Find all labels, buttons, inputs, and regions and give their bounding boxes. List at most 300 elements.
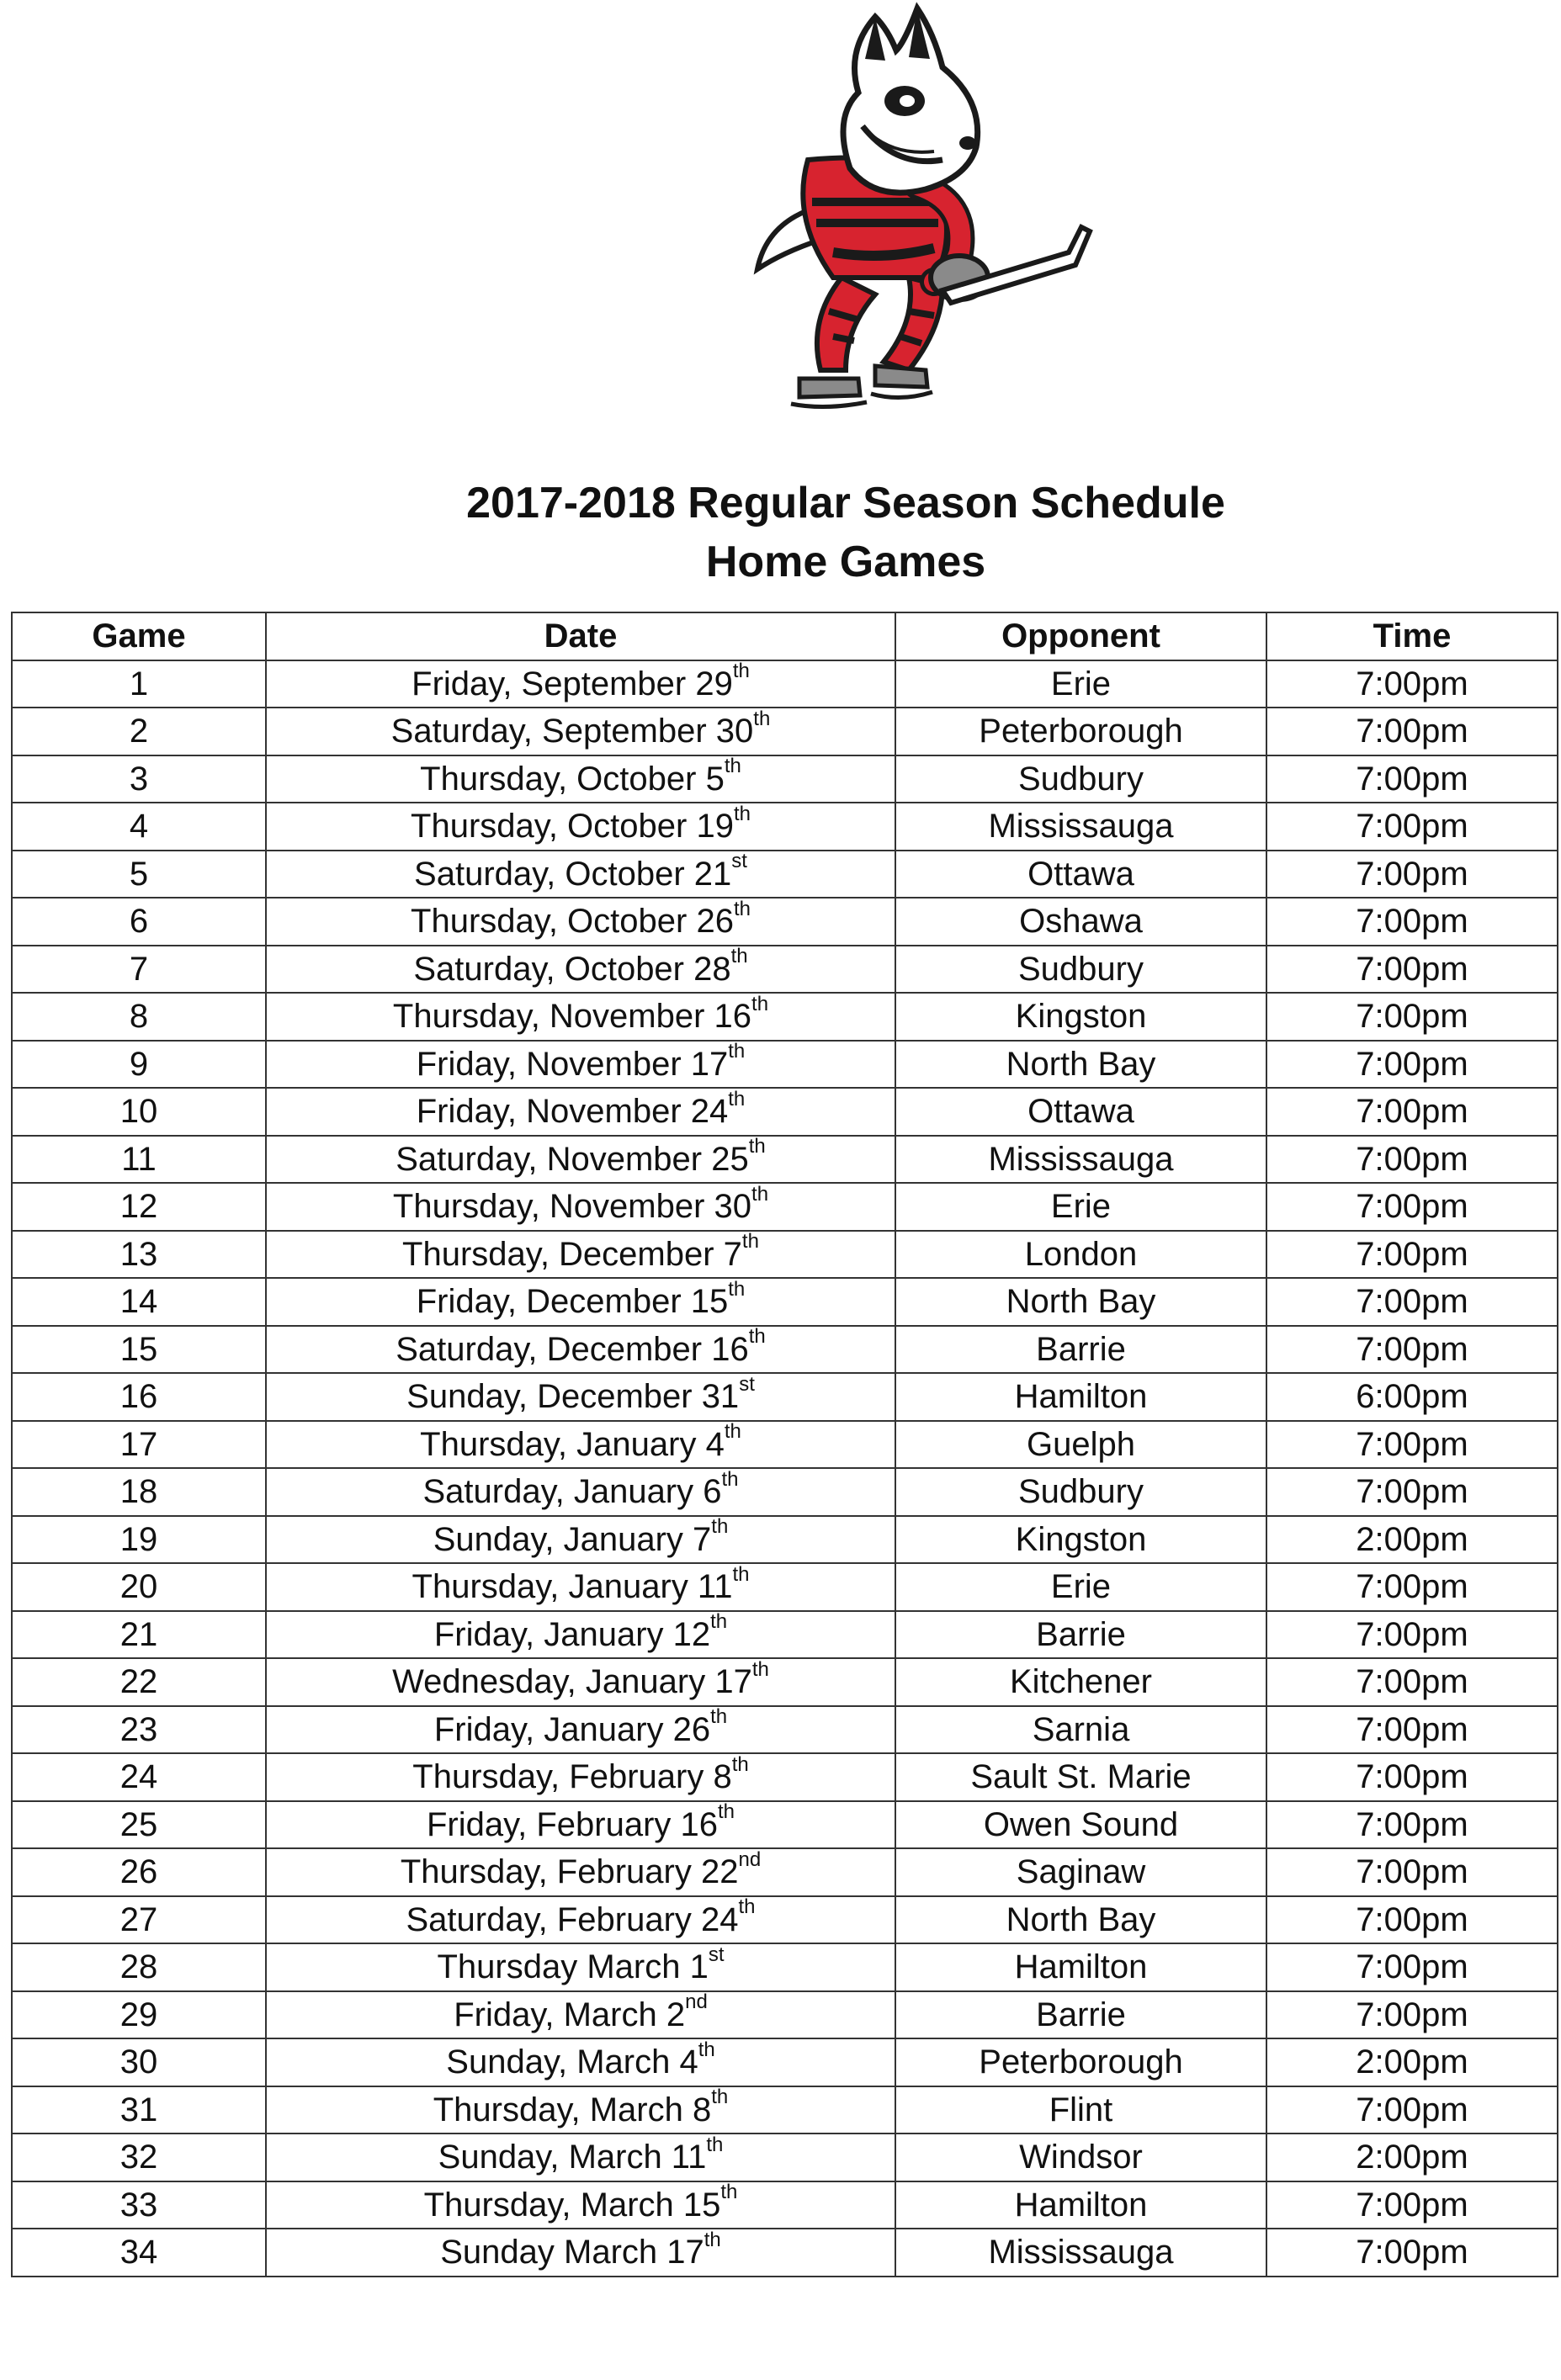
time-cell (1266, 993, 1558, 1041)
game-number-cell-text: 30 (119, 2043, 158, 2081)
opponent-cell (895, 898, 1266, 946)
time-cell (1266, 1563, 1558, 1611)
game-number-cell-text: 1 (129, 665, 149, 702)
date-cell-text: Thursday, January 11 (411, 1568, 733, 1606)
date-cell (266, 2038, 895, 2086)
time-cell-text: 7:00pm (1356, 1948, 1468, 1986)
table-row (12, 898, 1558, 946)
date-cell-text: Saturday, January 6 (422, 1473, 722, 1511)
table-row (12, 1706, 1558, 1754)
time-cell-text: 7:00pm (1356, 998, 1468, 1036)
time-cell-text: 7:00pm (1356, 2091, 1468, 2128)
date-cell-text: Friday, September 29 (411, 665, 733, 702)
date-ordinal-suffix: th (731, 1753, 749, 1776)
time-cell (1266, 2134, 1558, 2181)
game-number-cell (12, 1801, 266, 1849)
opponent-cell-text: Barrie (1036, 1996, 1126, 2033)
table-row (12, 1326, 1558, 1374)
date-cell-text: Sunday March 17 (440, 2234, 704, 2271)
opponent-cell-text: Hamilton (1014, 1948, 1148, 1986)
opponent-cell-text: Erie (1050, 1568, 1112, 1606)
table-row (12, 1848, 1558, 1896)
time-cell (1266, 1848, 1558, 1896)
game-number-cell (12, 1041, 266, 1089)
table-row (12, 1088, 1558, 1136)
time-cell (1266, 1373, 1558, 1421)
opponent-cell (895, 1183, 1266, 1231)
date-cell (266, 2086, 895, 2134)
table-header-row (12, 612, 1558, 660)
opponent-cell (895, 1373, 1266, 1421)
opponent-cell-text: Saginaw (1016, 1853, 1146, 1891)
opponent-cell-text: London (1024, 1235, 1138, 1273)
opponent-cell (895, 1088, 1266, 1136)
date-cell (266, 1658, 895, 1706)
date-ordinal-suffix: th (748, 1325, 766, 1349)
time-cell-text: 2:00pm (1356, 2043, 1468, 2081)
game-number-cell-text: 20 (119, 1568, 158, 1606)
time-cell (1266, 1516, 1558, 1564)
opponent-cell (895, 2134, 1266, 2181)
time-cell-text: 7:00pm (1356, 1996, 1468, 2033)
time-cell-text: 7:00pm (1356, 1710, 1468, 1748)
date-cell-text: Thursday, December 7 (402, 1235, 742, 1273)
time-cell-text: 7:00pm (1356, 855, 1468, 893)
date-ordinal-suffix: th (728, 1278, 746, 1301)
game-number-cell-text: 17 (119, 1425, 158, 1463)
table-row (12, 1563, 1558, 1611)
date-ordinal-suffix: th (724, 1420, 741, 1444)
opponent-cell-text: Flint (1049, 2091, 1113, 2128)
date-cell (266, 660, 895, 708)
opponent-cell (895, 1896, 1266, 1944)
date-ordinal-suffix: th (751, 1183, 769, 1206)
game-number-cell-text: 2 (129, 713, 149, 750)
date-ordinal-suffix: th (724, 755, 741, 778)
schedule-table (11, 612, 1558, 2277)
opponent-cell (895, 2086, 1266, 2134)
opponent-cell-text: Kingston (1015, 1520, 1147, 1558)
opponent-cell-text: Sault St. Marie (970, 1758, 1192, 1796)
game-number-cell (12, 1516, 266, 1564)
column-header-opponent: Opponent (895, 612, 1266, 660)
table-row (12, 660, 1558, 708)
column-header-date: Date (266, 612, 895, 660)
time-cell-text: 7:00pm (1356, 2186, 1468, 2224)
time-cell (1266, 660, 1558, 708)
date-ordinal-suffix: th (751, 1658, 769, 1681)
game-number-cell-text: 16 (119, 1378, 158, 1416)
date-cell-text: Thursday, October 5 (420, 760, 725, 798)
table-row (12, 1801, 1558, 1849)
opponent-cell (895, 1991, 1266, 2039)
opponent-cell-text: Guelph (1027, 1425, 1135, 1463)
time-cell (1266, 1278, 1558, 1326)
time-cell (1266, 1801, 1558, 1849)
table-row (12, 1373, 1558, 1421)
date-ordinal-suffix: th (721, 1468, 739, 1491)
game-number-cell-text: 23 (119, 1710, 158, 1748)
opponent-cell (895, 1706, 1266, 1754)
opponent-cell (895, 2229, 1266, 2277)
date-ordinal-suffix: th (733, 803, 751, 825)
time-cell (1266, 1136, 1558, 1184)
time-cell (1266, 1706, 1558, 1754)
time-cell (1266, 851, 1558, 898)
date-cell (266, 1801, 895, 1849)
date-cell-text: Thursday, January 4 (420, 1425, 725, 1463)
game-number-cell-text: 15 (119, 1330, 158, 1368)
date-cell (266, 1183, 895, 1231)
date-cell (266, 1991, 895, 2039)
opponent-cell-text: North Bay (1006, 1900, 1156, 1938)
date-ordinal-suffix: th (748, 1135, 766, 1158)
opponent-cell (895, 1801, 1266, 1849)
time-cell-text: 7:00pm (1356, 1045, 1468, 1083)
date-ordinal-suffix: th (733, 898, 751, 920)
opponent-cell (895, 1516, 1266, 1564)
table-row (12, 1183, 1558, 1231)
date-ordinal-suffix: st (731, 850, 747, 873)
date-cell (266, 851, 895, 898)
time-cell (1266, 1611, 1558, 1659)
table-row (12, 2086, 1558, 2134)
table-row (12, 2229, 1558, 2277)
date-cell (266, 1848, 895, 1896)
table-row (12, 2181, 1558, 2229)
table-row (12, 1136, 1558, 1184)
game-number-cell (12, 2038, 266, 2086)
date-cell (266, 1231, 895, 1279)
opponent-cell (895, 1563, 1266, 1611)
time-cell-text: 7:00pm (1356, 1093, 1468, 1131)
date-cell-text: Saturday, October 21 (414, 855, 732, 893)
time-cell-text: 7:00pm (1356, 903, 1468, 941)
table-row (12, 993, 1558, 1041)
game-number-cell-text: 19 (119, 1520, 158, 1558)
time-cell-text: 7:00pm (1356, 1283, 1468, 1321)
table-row (12, 1278, 1558, 1326)
time-cell (1266, 1468, 1558, 1516)
date-cell-text: Thursday, February 8 (412, 1758, 732, 1796)
opponent-cell-text: Erie (1050, 665, 1112, 702)
table-row (12, 1041, 1558, 1089)
date-cell-text: Friday, February 16 (426, 1805, 719, 1843)
game-number-cell-text: 31 (119, 2091, 158, 2128)
game-number-cell-text: 12 (119, 1188, 158, 1226)
date-ordinal-suffix: th (728, 1088, 746, 1110)
time-cell-text: 7:00pm (1356, 760, 1468, 798)
game-number-cell (12, 898, 266, 946)
time-cell-text: 7:00pm (1356, 1425, 1468, 1463)
time-cell (1266, 1231, 1558, 1279)
game-number-cell (12, 1468, 266, 1516)
date-cell-text: Friday, January 26 (433, 1710, 711, 1748)
date-ordinal-suffix: th (732, 660, 750, 683)
game-number-cell (12, 1848, 266, 1896)
time-cell-text: 7:00pm (1356, 1188, 1468, 1226)
opponent-cell-text: Barrie (1036, 1615, 1126, 1653)
date-cell-text: Thursday, October 19 (411, 808, 734, 845)
time-cell (1266, 1658, 1558, 1706)
date-cell (266, 2229, 895, 2277)
table-row (12, 1468, 1558, 1516)
date-cell (266, 1611, 895, 1659)
opponent-cell (895, 660, 1266, 708)
game-number-cell-text: 18 (119, 1473, 158, 1511)
date-ordinal-suffix: th (738, 1895, 756, 1919)
time-cell-text: 7:00pm (1356, 1235, 1468, 1273)
time-cell-text: 7:00pm (1356, 1568, 1468, 1606)
table-row (12, 1753, 1558, 1801)
opponent-cell-text: Peterborough (979, 2043, 1183, 2081)
game-number-cell-text: 29 (119, 1996, 158, 2033)
game-number-cell (12, 851, 266, 898)
game-number-cell (12, 2086, 266, 2134)
opponent-cell (895, 946, 1266, 994)
game-number-cell-text: 8 (129, 998, 149, 1036)
game-number-cell (12, 993, 266, 1041)
opponent-cell-text: Ottawa (1027, 1093, 1134, 1131)
time-cell (1266, 946, 1558, 994)
table-row (12, 1421, 1558, 1469)
game-number-cell-text: 34 (119, 2234, 158, 2271)
time-cell (1266, 708, 1558, 755)
opponent-cell-text: Kitchener (1010, 1663, 1152, 1701)
game-number-cell-text: 25 (119, 1805, 158, 1843)
date-ordinal-suffix: th (718, 1800, 735, 1824)
game-number-cell (12, 1991, 266, 2039)
time-cell-text: 2:00pm (1356, 1520, 1468, 1558)
table-row (12, 1516, 1558, 1564)
date-cell (266, 1706, 895, 1754)
table-row (12, 708, 1558, 755)
table-row (12, 803, 1558, 851)
game-number-cell (12, 1326, 266, 1374)
date-cell (266, 803, 895, 851)
date-cell (266, 755, 895, 803)
date-ordinal-suffix: th (728, 1040, 746, 1063)
date-cell (266, 1373, 895, 1421)
opponent-cell-text: Peterborough (979, 713, 1183, 750)
time-cell (1266, 2229, 1558, 2277)
opponent-cell (895, 1943, 1266, 1991)
opponent-cell (895, 1611, 1266, 1659)
date-ordinal-suffix: th (753, 708, 771, 730)
date-cell (266, 1896, 895, 1944)
opponent-cell (895, 1136, 1266, 1184)
table-row (12, 1991, 1558, 2039)
column-header-game: Game (12, 612, 266, 660)
date-cell-text: Saturday, December 16 (396, 1330, 749, 1368)
game-number-cell (12, 1706, 266, 1754)
date-cell-text: Thursday, November 30 (392, 1188, 752, 1226)
game-number-cell (12, 1088, 266, 1136)
time-cell-text: 7:00pm (1356, 808, 1468, 845)
opponent-cell (895, 1658, 1266, 1706)
time-cell-text: 7:00pm (1356, 2234, 1468, 2271)
date-cell (266, 1753, 895, 1801)
opponent-cell (895, 1278, 1266, 1326)
game-number-cell (12, 2181, 266, 2229)
time-cell-text: 2:00pm (1356, 2139, 1468, 2176)
column-header-time: Time (1266, 612, 1558, 660)
time-cell (1266, 1183, 1558, 1231)
date-ordinal-suffix: th (720, 2181, 738, 2204)
table-row (12, 1231, 1558, 1279)
game-number-cell (12, 1611, 266, 1659)
opponent-cell-text: Sudbury (1018, 1473, 1144, 1511)
page-subtitle: Home Games (705, 538, 986, 586)
game-number-cell (12, 755, 266, 803)
game-number-cell-text: 26 (119, 1853, 158, 1891)
date-cell (266, 993, 895, 1041)
table-row (12, 1896, 1558, 1944)
date-cell (266, 1088, 895, 1136)
date-ordinal-suffix: th (741, 1230, 759, 1254)
time-cell (1266, 1896, 1558, 1944)
date-ordinal-suffix: st (708, 1943, 725, 1966)
time-cell (1266, 1041, 1558, 1089)
page-title: 2017-2018 Regular Season Schedule (466, 479, 1225, 527)
game-number-cell-text: 3 (129, 760, 149, 798)
game-number-cell-text: 28 (119, 1948, 158, 1986)
game-number-cell-text: 32 (119, 2139, 158, 2176)
time-cell-text: 7:00pm (1356, 950, 1468, 988)
game-number-cell (12, 1943, 266, 1991)
game-number-cell (12, 1896, 266, 1944)
date-cell-text: Sunday, March 11 (438, 2139, 707, 2176)
date-cell-text: Saturday, September 30 (390, 713, 754, 750)
date-cell (266, 898, 895, 946)
game-number-cell-text: 4 (129, 808, 149, 845)
time-cell-text: 7:00pm (1356, 1758, 1468, 1796)
date-cell-text: Sunday, January 7 (433, 1520, 712, 1558)
opponent-cell-text: Hamilton (1014, 1378, 1148, 1416)
time-cell (1266, 2181, 1558, 2229)
game-number-cell-text: 13 (119, 1235, 158, 1273)
table-row (12, 2134, 1558, 2181)
time-cell-text: 7:00pm (1356, 665, 1468, 702)
time-cell (1266, 2086, 1558, 2134)
date-cell-text: Friday, December 15 (416, 1283, 729, 1321)
date-cell (266, 708, 895, 755)
time-cell (1266, 1421, 1558, 1469)
time-cell-text: 7:00pm (1356, 1853, 1468, 1891)
game-number-cell (12, 946, 266, 994)
time-cell (1266, 755, 1558, 803)
date-cell-text: Friday, January 12 (433, 1615, 711, 1653)
table-row (12, 2038, 1558, 2086)
table-row (12, 755, 1558, 803)
opponent-cell-text: Windsor (1019, 2139, 1143, 2176)
time-cell-text: 7:00pm (1356, 1615, 1468, 1653)
date-cell (266, 1943, 895, 1991)
opponent-cell-text: Barrie (1036, 1330, 1126, 1368)
table-row (12, 1611, 1558, 1659)
game-number-cell (12, 1278, 266, 1326)
game-number-cell-text: 33 (119, 2186, 158, 2224)
game-number-cell (12, 660, 266, 708)
opponent-cell-text: North Bay (1006, 1045, 1156, 1083)
date-ordinal-suffix: nd (685, 1990, 708, 2014)
date-ordinal-suffix: th (698, 2038, 715, 2061)
date-cell-text: Thursday, November 16 (392, 998, 752, 1036)
date-cell-text: Saturday, November 25 (396, 1140, 749, 1178)
time-cell (1266, 803, 1558, 851)
table-row (12, 946, 1558, 994)
opponent-cell (895, 1468, 1266, 1516)
date-ordinal-suffix: st (739, 1373, 755, 1396)
game-number-cell (12, 803, 266, 851)
game-number-cell (12, 2134, 266, 2181)
date-ordinal-suffix: th (710, 1705, 728, 1729)
time-cell-text: 7:00pm (1356, 713, 1468, 750)
game-number-cell (12, 1136, 266, 1184)
time-cell-text: 7:00pm (1356, 1663, 1468, 1701)
game-number-cell-text: 22 (119, 1663, 158, 1701)
date-cell-text: Wednesday, January 17 (392, 1663, 752, 1701)
date-cell-text: Saturday, October 28 (413, 950, 731, 988)
game-number-cell-text: 21 (119, 1615, 158, 1653)
date-ordinal-suffix: th (711, 2086, 729, 2109)
date-cell-text: Saturday, February 24 (406, 1900, 739, 1938)
table-row (12, 1658, 1558, 1706)
opponent-cell-text: North Bay (1006, 1283, 1156, 1321)
time-cell-text: 7:00pm (1356, 1805, 1468, 1843)
date-cell (266, 2134, 895, 2181)
date-cell-text: Thursday March 1 (437, 1948, 709, 1986)
date-cell (266, 1041, 895, 1089)
date-ordinal-suffix: th (711, 1515, 729, 1539)
opponent-cell-text: Ottawa (1027, 855, 1134, 893)
opponent-cell (895, 2038, 1266, 2086)
date-ordinal-suffix: th (710, 1610, 728, 1634)
time-cell-text: 6:00pm (1356, 1378, 1468, 1416)
date-ordinal-suffix: th (706, 2134, 724, 2156)
opponent-cell (895, 1326, 1266, 1374)
game-number-cell (12, 708, 266, 755)
opponent-cell (895, 708, 1266, 755)
time-cell-text: 7:00pm (1356, 1900, 1468, 1938)
date-cell (266, 1516, 895, 1564)
opponent-cell-text: Mississauga (988, 808, 1174, 845)
game-number-cell (12, 1658, 266, 1706)
opponent-cell-text: Erie (1050, 1188, 1112, 1226)
time-cell (1266, 898, 1558, 946)
opponent-cell-text: Sudbury (1018, 760, 1144, 798)
opponent-cell (895, 1231, 1266, 1279)
time-cell (1266, 1943, 1558, 1991)
opponent-cell-text: Mississauga (988, 1140, 1174, 1178)
opponent-cell-text: Hamilton (1014, 2186, 1148, 2224)
opponent-cell (895, 803, 1266, 851)
date-cell-text: Friday, November 17 (416, 1045, 729, 1083)
time-cell (1266, 1088, 1558, 1136)
date-cell-text: Friday, November 24 (416, 1093, 729, 1131)
time-cell (1266, 2038, 1558, 2086)
opponent-cell (895, 1041, 1266, 1089)
opponent-cell (895, 851, 1266, 898)
game-number-cell-text: 6 (129, 903, 149, 941)
time-cell (1266, 1753, 1558, 1801)
game-number-cell-text: 24 (119, 1758, 158, 1796)
game-number-cell-text: 14 (119, 1283, 158, 1321)
date-cell-text: Thursday, March 8 (433, 2091, 712, 2128)
date-cell (266, 1563, 895, 1611)
table-row (12, 851, 1558, 898)
game-number-cell (12, 2229, 266, 2277)
